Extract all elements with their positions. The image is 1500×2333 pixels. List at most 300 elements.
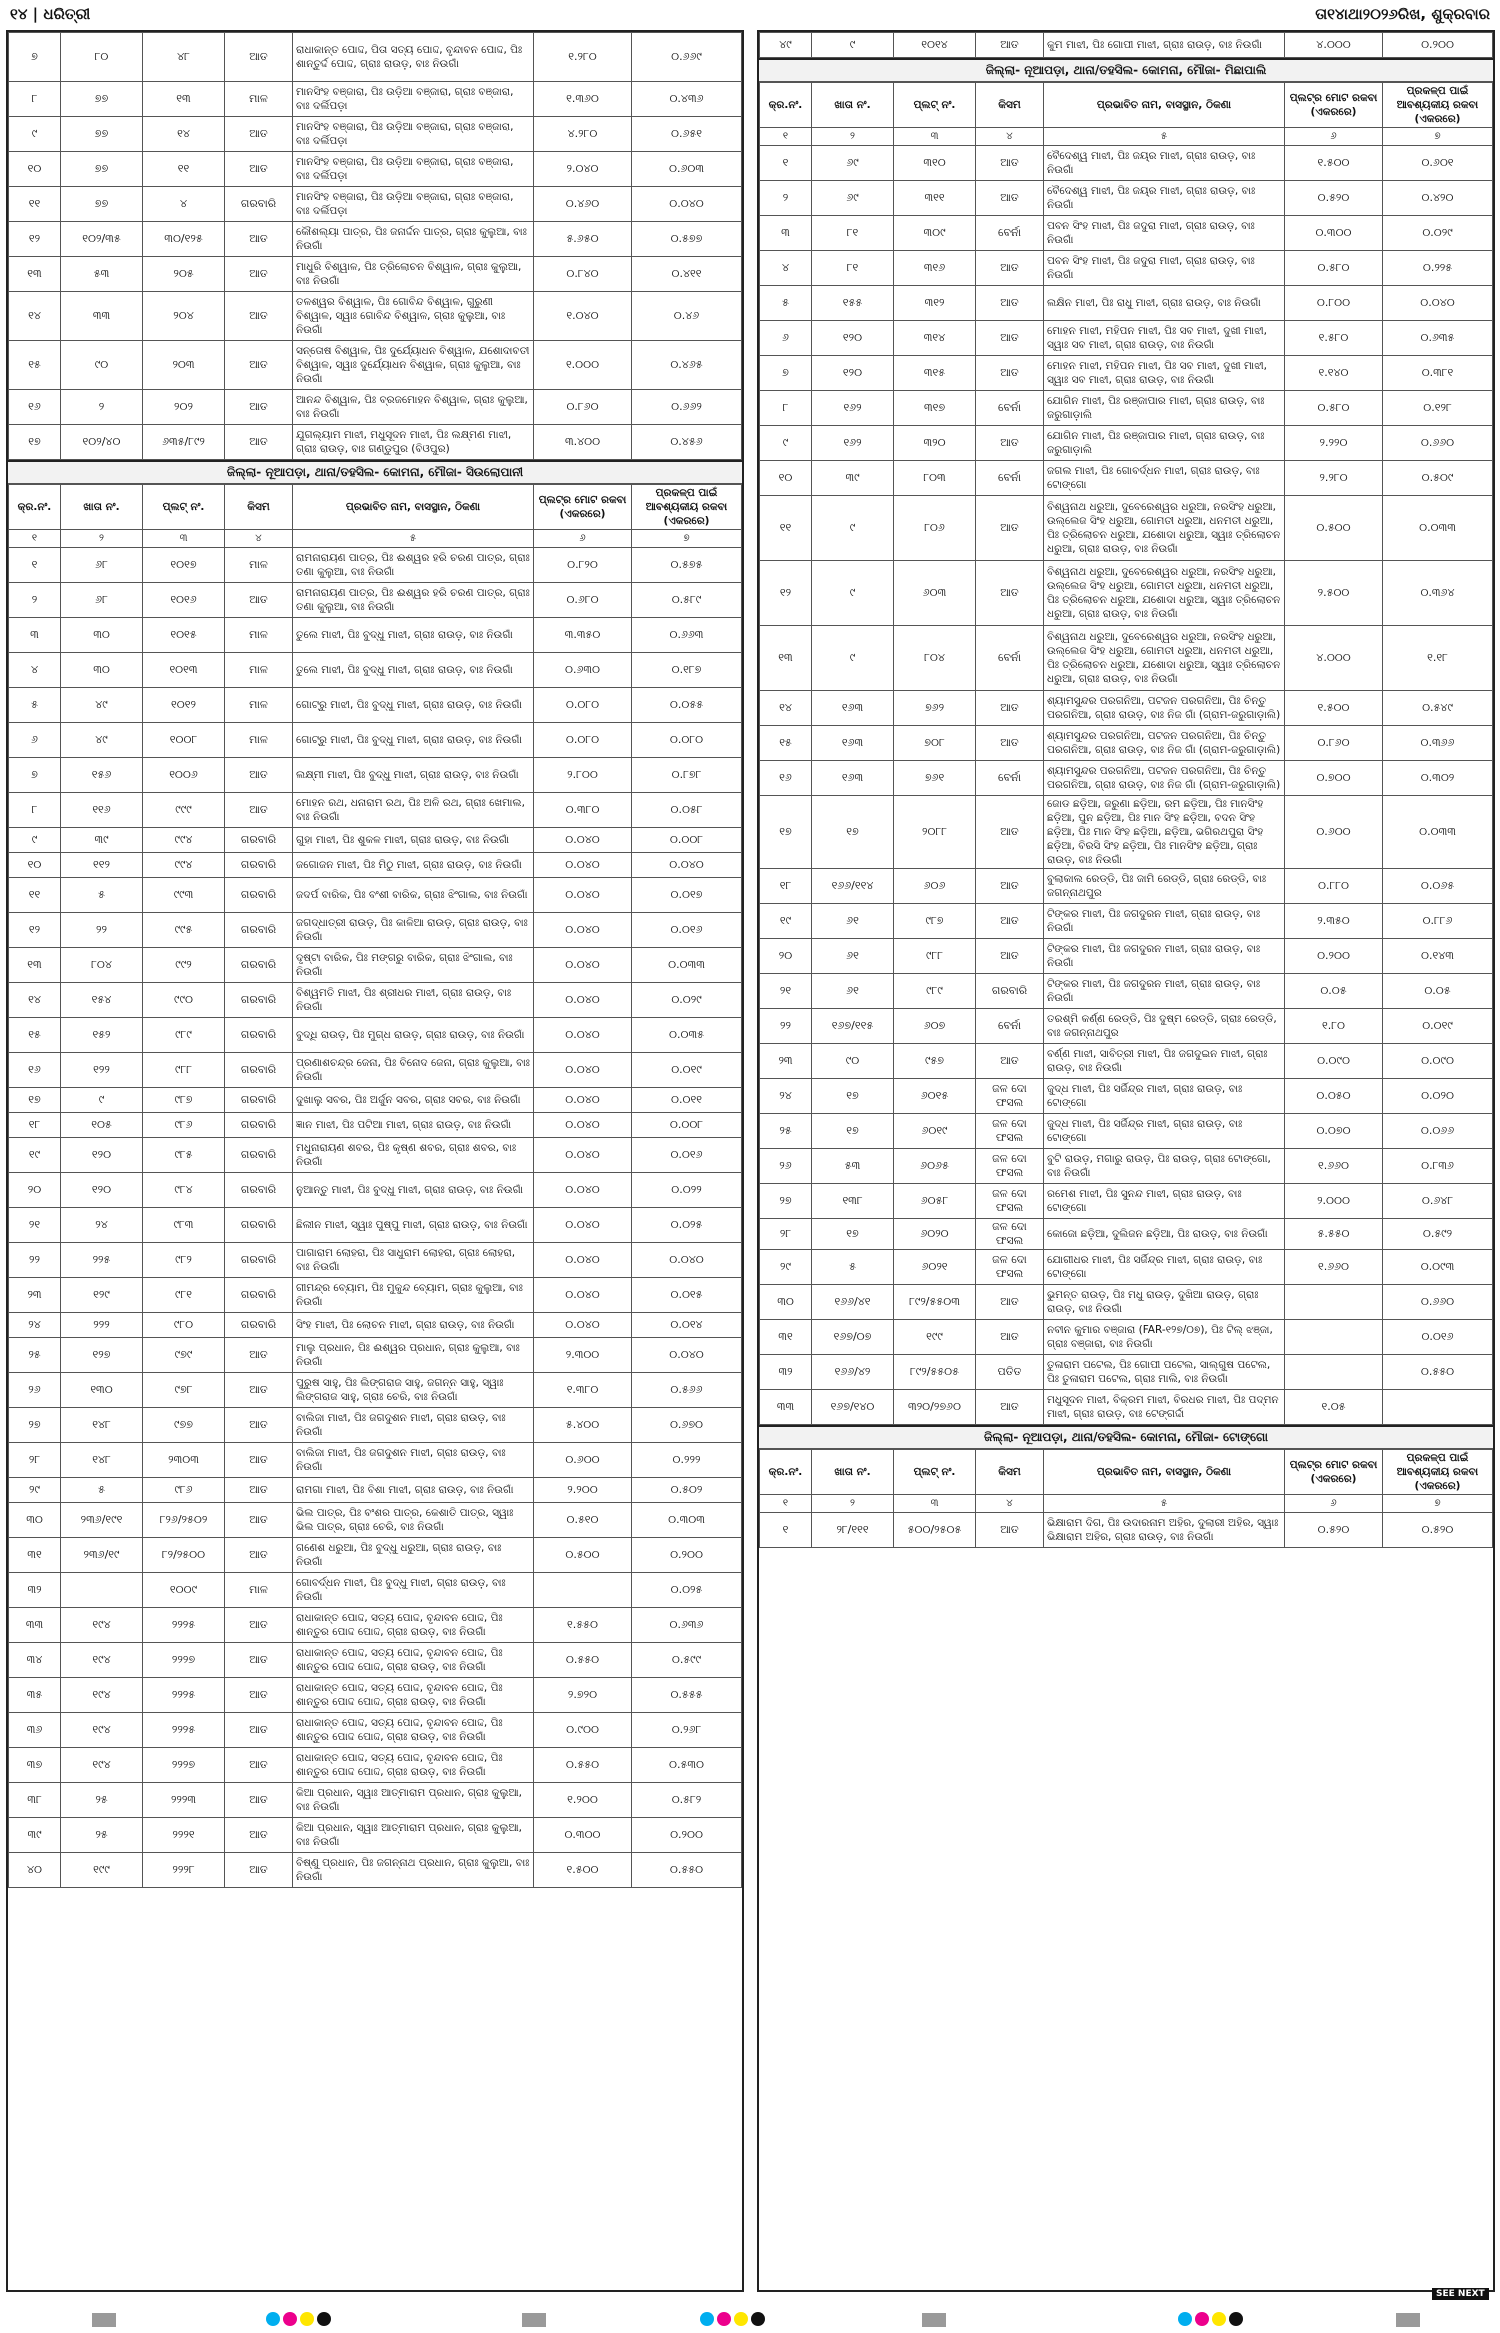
table-row <box>9 1088 742 1113</box>
table-cell: ମାଳ <box>225 82 293 117</box>
table-cell: ୧୭ <box>812 796 894 869</box>
column-header: ପ୍ରକଳ୍ପ ପାଇଁ ଆବଶ୍ୟକୀୟ ରକବା (ଏକରରେ) <box>1383 83 1493 128</box>
table-cell: ଦୁଖାଲୁ ସବର, ପିଃ ଅର୍ଜୁନ ସବର, ଗ୍ରାଃ ସବର, ବାଃ ନିଉଗାଁ <box>293 1088 534 1113</box>
table-cell: ୩୨୦/୨୭୬୦ <box>894 1390 976 1425</box>
column-header: ପ୍ଲଟ୍ ନଂ. <box>894 1450 976 1495</box>
table-cell: ୧୯୪ <box>61 1643 143 1678</box>
column-index: ୭ <box>632 530 742 548</box>
table-cell: ଜଗଦ୍ଧାତ୍ରୀ ରାଉଡ଼, ପିଃ କାଳିଆ ରାଉଡ଼, ଗ୍ରାଃ ରାଉଡ଼, ବାଃ ନିଉଗାଁ <box>293 913 534 948</box>
table-cell: ୬୧ <box>812 974 894 1009</box>
table-cell: ୦.୧୮୭ <box>632 653 742 688</box>
table-cell: ୮ <box>9 82 61 117</box>
table-cell: ଆତ <box>976 939 1044 974</box>
table-cell: ୨୪ <box>61 1208 143 1243</box>
table-cell: ୨୮/୧୧୧ <box>812 1513 894 1548</box>
table-row <box>9 1818 742 1853</box>
table-cell: ୦.୦୦୮ <box>632 1113 742 1138</box>
table-row <box>9 341 742 390</box>
table-cell: ୩୦ <box>61 618 143 653</box>
table-cell: ୯୯୫ <box>143 913 225 948</box>
table-cell: ୧.୬୬୦ <box>1285 1250 1383 1285</box>
table-cell: ବିଶ୍ୱନାଥ ଧରୁଆ, ଦୁବେରେଶ୍ୱର ଧରୁଆ, ନରସିଂହ ଧରୁଆ, ଉଲ୍ଲେଜ ସିଂହ ଧରୁଆ, ଗୋମତୀ ଧରୁଆ, ଧନମତୀ ଧରୁଆ, ପିଃ ତ୍ରିଲୋଚନ ଧରୁଆ, ଯଶୋଦା ଧରୁଆ, ସ୍ୱାଃ ତ୍ରିଲୋଚନ ଧରୁଆ, ଗ୍ରାଃ ରାଉଡ଼, ବାଃ ନିଉଗାଁ <box>1044 626 1285 691</box>
table-cell: ୦.୩୮୦ <box>534 793 632 828</box>
table-cell: ଆତ <box>225 1538 293 1573</box>
table-cell: ୨୦ <box>9 1173 61 1208</box>
table-cell: ୦.୦୫୮ <box>632 793 742 828</box>
table-row <box>760 1219 1493 1250</box>
table-cell: ମାନସିଂହ ବଞ୍ଜାରା, ପିଃ ଉଡ଼ିଆ ବଞ୍ଜାରା, ଗ୍ରାଃ ବଞ୍ଜାରା, ବାଃ ଦର୍ଲିପଡ଼ା <box>293 82 534 117</box>
table-cell: ୬୦୧୯ <box>894 1114 976 1149</box>
table-cell: ୧୦୧୪ <box>894 33 976 58</box>
column-header: ପ୍ରକଳ୍ପ ପାଇଁ ଆବଶ୍ୟକୀୟ ରକବା (ଏକରରେ) <box>1383 1450 1493 1495</box>
table-cell: ଜଗୋଜନ ମାଝୀ, ପିଃ ମିଠୁ ମାଝୀ, ଗ୍ରାଃ ରାଉଡ଼, ବାଃ ନିଉଗାଁ <box>293 853 534 878</box>
table-cell: ୦.୪୬୫ <box>632 341 742 390</box>
table-cell: ୮୦୪ <box>894 626 976 691</box>
table-cell: ୧୩ <box>9 257 61 292</box>
table-cell: ୦.୦୮୦ <box>632 723 742 758</box>
table-cell: ୨୨ <box>61 913 143 948</box>
table-cell: ୨୨୨୫ <box>143 1713 225 1748</box>
table-cell: ୩୨ <box>9 1573 61 1608</box>
table-cell: ୩୧୫ <box>894 356 976 391</box>
table-cell: ୨୦୫ <box>143 257 225 292</box>
table-cell: ଗରବାରି <box>225 828 293 853</box>
table-cell: ୦.୩୬୪ <box>1383 561 1493 626</box>
table-cell: ୦.୦୫୫ <box>632 688 742 723</box>
table-cell: ଆତ <box>225 1443 293 1478</box>
table-cell: ୫.୪୦୦ <box>534 1408 632 1443</box>
table-cell: ମଧୁନାରାୟଣ ଶବର, ପିଃ କୃଷ୍ଣ ଶବର, ଗ୍ରାଃ ଶବର, ବାଃ ନିଉଗାଁ <box>293 1138 534 1173</box>
table-row <box>9 878 742 913</box>
table-row <box>9 1478 742 1503</box>
table-cell: ୦.୦୪୦ <box>632 1338 742 1373</box>
left-main-table <box>8 484 742 1888</box>
table-cell: ୦.୦୬୫ <box>1383 869 1493 904</box>
table-cell: ଜଦର୍ପ ବାରିକ, ପିଃ ବଂଶୀ ବାରିକ, ଗ୍ରାଃ ଝିଂଗାଲ, ବାଃ ନିଉଗାଁ <box>293 878 534 913</box>
table-cell: ଜଳ ଦୋ ଫସଲ <box>976 1219 1044 1250</box>
table-cell: ଆତ <box>225 1338 293 1373</box>
table-cell: ୦.୦୧୯ <box>1383 1009 1493 1044</box>
column-header: କିସମ <box>976 83 1044 128</box>
table-row <box>9 793 742 828</box>
column-header: ପ୍ରକଳ୍ପ ପାଇଁ ଆବଶ୍ୟକୀୟ ରକବା (ଏକରରେ) <box>632 485 742 530</box>
table-row <box>760 869 1493 904</box>
table-cell: ୦.୦୪୦ <box>534 1173 632 1208</box>
table-row <box>760 726 1493 761</box>
table-cell: ୬୮ <box>61 548 143 583</box>
table-cell: ପବନ ସିଂହ ମାଝୀ, ପିଃ ଜଦୁରା ମାଝୀ, ଗ୍ରାଃ ରାଉଡ଼, ବାଃ ନିଉଗାଁ <box>1044 251 1285 286</box>
table-cell: ଆତ <box>976 726 1044 761</box>
table-cell: ୧୨୨ <box>61 1053 143 1088</box>
table-cell: ୧୫୪ <box>61 983 143 1018</box>
table-cell: ରାଧାକାନ୍ତ ପୋଦ୍ଦ, ସତ୍ୟ ପୋଦ୍ଦ, ବୃନ୍ଦାବନ ପୋଦ୍ଦ, ପିଃ ଶାନ୍ତୁର ପୋଦ୍ଦ ପୋଦ୍ଦ, ଗ୍ରାଃ ରାଉଡ଼, ବାଃ ନିଉଗାଁ <box>293 1713 534 1748</box>
table-cell: ଗରବାରି <box>225 187 293 222</box>
table-cell: ୦.୩୮୧ <box>1383 356 1493 391</box>
table-cell: ୦.୫୫୦ <box>632 1853 742 1888</box>
table-cell: ୮୦୪ <box>61 948 143 983</box>
table-cell: ୨୧ <box>9 1208 61 1243</box>
table-cell: ଆତ <box>976 869 1044 904</box>
table-cell: ଗୀମନ୍ଦ୍ର ବ୍ୟୋମ, ପିଃ ମୁକୁନ୍ଦ ବ୍ୟୋମ, ଗ୍ରାଃ କୁଲୁଆ, ବାଃ ନିଉଗାଁ <box>293 1278 534 1313</box>
table-cell: ସିଂହ ମାଝୀ, ପିଃ ଲୋଚନ ମାଝୀ, ଗ୍ରାଃ ରାଉଡ଼, ବାଃ ନିଉଗାଁ <box>293 1313 534 1338</box>
table-cell: ୯୮୭ <box>143 1088 225 1113</box>
table-cell: ମାଧୁରି ବିଶ୍ୱାଳ, ପିଃ ତ୍ରିଲୋଚନ ବିଶ୍ୱାଳ, ଗ୍ରାଃ କୁଲୁଆ, ବାଃ ନିଉଗାଁ <box>293 257 534 292</box>
table-cell: ଆତ <box>976 1513 1044 1548</box>
column-header: କ୍ର.ନଂ. <box>9 485 61 530</box>
table-cell: ମାନସିଂହ ବଞ୍ଜାରା, ପିଃ ଉଡ଼ିଆ ବଞ୍ଜାରା, ଗ୍ରାଃ ବଞ୍ଜାରା, ବାଃ ଦର୍ଲିପଡ଼ା <box>293 152 534 187</box>
table-cell: ଶ୍ୟାମସୁନ୍ଦର ପରଗନିଆ, ପଟଜନ ପରଗନିଆ, ପିଃ ଚିନ୍ତୁ ପରଗନିଆ, ଗ୍ରାଃ ରାଉଡ଼, ବାଃ ନିଜ ଗାଁ (ଗ୍ରାମ-ଜରୁଗାଡ଼ାଲି) <box>1044 726 1285 761</box>
table-cell: ୩୧ <box>9 1538 61 1573</box>
table-cell: ଆତ <box>225 390 293 425</box>
table-cell: ୯୮୮ <box>143 1053 225 1088</box>
table-cell: ୧୬୬/୪୧ <box>812 1285 894 1320</box>
table-cell: ଗରବାରି <box>225 1018 293 1053</box>
column-header: ଖାତା ନଂ. <box>61 485 143 530</box>
table-row <box>9 1208 742 1243</box>
table-cell: ଆତ <box>976 1320 1044 1355</box>
print-registration-marks <box>0 2300 1500 2333</box>
table-cell: ୧୦୦୬ <box>143 758 225 793</box>
table-cell: ୧୩ <box>9 948 61 983</box>
table-cell: କୋଜାେ ଛଡ଼ିଆ, ଦୁଲିଜନ ଛଡ଼ିଆ, ପିଃ ରାଉଡ଼, ବାଃ ନିଉଗାଁ <box>1044 1219 1285 1250</box>
table-cell: ୧୬ <box>9 390 61 425</box>
table-row <box>9 117 742 152</box>
table-cell: ୦.୬୩୬ <box>632 1608 742 1643</box>
table-cell: ଭିଲ ପାତ୍ର, ପିଃ ବଂଶର ପାତ୍ର, କେଶାତି ପାତ୍ର, ସ୍ୱାଃ ଭିଲ ପାତ୍ର, ଗ୍ରାଃ ଚେରି, ବାଃ ନିଉଗାଁ <box>293 1503 534 1538</box>
table-row <box>9 1748 742 1783</box>
table-cell: ୨୫ <box>61 1783 143 1818</box>
table-row <box>760 391 1493 426</box>
table-cell: ୬୧ <box>812 939 894 974</box>
table-cell: ଗୁହା ମାଝୀ, ପିଃ ଶୁକଳ ମାଝୀ, ଗ୍ରାଃ ରାଉଡ଼, ବାଃ ନିଉଗାଁ <box>293 828 534 853</box>
column-header: କ୍ର.ନଂ. <box>760 83 812 128</box>
table-cell: ୧୯ <box>9 1138 61 1173</box>
table-cell: ୦.୫୫୦ <box>1383 1355 1493 1390</box>
table-cell: ୯୫୭ <box>894 1044 976 1079</box>
table-cell: ୦.୬୬୦ <box>1383 426 1493 461</box>
table-cell: ବାଲିଜା ମାଝୀ, ପିଃ ଜଗଦୁଶନ ମାଝୀ, ଗ୍ରାଃ ରାଉଡ଼, ବାଃ ନିଉଗାଁ <box>293 1443 534 1478</box>
table-cell: ୯୯୪ <box>143 853 225 878</box>
table-cell: ୦.୨୦୦ <box>1285 939 1383 974</box>
table-cell: ୦.୦୪୦ <box>534 1088 632 1113</box>
table-row <box>9 618 742 653</box>
table-row <box>760 1009 1493 1044</box>
table-cell: ୭୦୮ <box>894 726 976 761</box>
table-cell: ଆତ <box>976 496 1044 561</box>
table-cell: ମାଳ <box>225 548 293 583</box>
table-cell: ଆତ <box>976 904 1044 939</box>
table-cell: ୧୬ <box>9 1053 61 1088</box>
table-cell: ୨୨୨ <box>61 1313 143 1338</box>
table-cell: ୦.୭୦୦ <box>1285 761 1383 796</box>
table-cell: ୦.୫୦୦ <box>1285 496 1383 561</box>
table-cell: ୦.୦୧୫ <box>632 1278 742 1313</box>
table-cell: ୪ <box>9 653 61 688</box>
table-row <box>760 626 1493 691</box>
table-row <box>760 1250 1493 1285</box>
table-row <box>760 1390 1493 1425</box>
table-cell: ୪୯ <box>760 33 812 58</box>
table-cell: ୦.୨୨୨ <box>632 1443 742 1478</box>
column-index: ୧ <box>760 1495 812 1513</box>
table-cell: କିଆ ପ୍ରଧାନ, ସ୍ୱାଃ ଆତ୍ମାରାମ ପ୍ରଧାନ, ଗ୍ରାଃ କୁଲୁଆ, ବାଃ ନିଉଗାଁ <box>293 1783 534 1818</box>
table-cell: ୨୧ <box>760 974 812 1009</box>
table-cell: ୦.୯୦୦ <box>534 1713 632 1748</box>
column-header: କିସମ <box>976 1450 1044 1495</box>
table-row <box>9 1338 742 1373</box>
table-row <box>9 828 742 853</box>
table-cell: ୭୭ <box>61 187 143 222</box>
table-cell: ୬୦୩ <box>894 561 976 626</box>
table-cell: ୨୦୪ <box>143 292 225 341</box>
table-cell: ଆତ <box>225 583 293 618</box>
page-date: ତା୧୪ାଥା୨୦୨୬ରିଖ, ଶୁକ୍ରବାର <box>1315 5 1490 23</box>
table-cell: ଗୋଟ୍ରୁ ମାଝୀ, ପିଃ ବୁଦ୍ଧୁ ମାଝୀ, ଗ୍ରାଃ ରାଉଡ଼, ବାଃ ନିଉଗାଁ <box>293 688 534 723</box>
table-row <box>9 1278 742 1313</box>
table-cell: ଗରବାରି <box>225 878 293 913</box>
table-cell: ୯ <box>812 626 894 691</box>
table-cell: ଆତ <box>976 321 1044 356</box>
table-cell: ୦.୫୬୬ <box>632 1373 742 1408</box>
column-index: ୫ <box>293 530 534 548</box>
table-cell: ବୈଦେଶ୍ୱ ମାଝୀ, ପିଃ ଜୟ୍ର ମାଝୀ, ଗ୍ରାଃ ରାଉଡ଼, ବାଃ ନିଉଗାଁ <box>1044 181 1285 216</box>
table-cell: ଗରବାରି <box>225 1088 293 1113</box>
table-row <box>9 948 742 983</box>
table-cell: ୩୩ <box>9 1608 61 1643</box>
table-cell: ୦.୦୨୯ <box>632 983 742 1018</box>
table-cell: ୧୪୮ <box>61 1443 143 1478</box>
column-header: ଖାତା ନଂ. <box>812 1450 894 1495</box>
table-cell: ୨୦୨ <box>143 390 225 425</box>
table-cell: ୨୪ <box>9 1313 61 1338</box>
table-cell: ୪ <box>760 251 812 286</box>
table-cell: ଆତ <box>225 1678 293 1713</box>
table-cell: ମାଳ <box>225 1573 293 1608</box>
table-cell: ୯ <box>760 426 812 461</box>
table-cell: ୦.୬୬୦ <box>1383 1285 1493 1320</box>
table-cell: ଆତ <box>225 341 293 390</box>
table-cell: ୧.୦୫ <box>1285 1390 1383 1425</box>
table-cell: ୧୪ <box>143 117 225 152</box>
table-cell: ୯୦ <box>61 341 143 390</box>
table-cell: ମାଳ <box>225 723 293 758</box>
table-row <box>760 904 1493 939</box>
table-cell: ୬୦୫୮ <box>894 1184 976 1219</box>
table-cell: ୦.୫୩୦ <box>632 1748 742 1783</box>
table-cell: ୧୫ <box>9 1018 61 1053</box>
table-header-row <box>760 83 1493 128</box>
table-cell: ୨.୩୫୦ <box>1285 904 1383 939</box>
table-cell: ନବୀନ କୁମାର ବଞ୍ଜାରା (FAR-୧୨୭/୦୭), ପିଃ ଟିଲ୍ ଝଞ୍ଜା, ଗ୍ରାଃ ବଞ୍ଜାରା, ବାଃ ନିଉଗାଁ <box>1044 1320 1285 1355</box>
table-cell: ରାଧାକାନ୍ତ ପୋଦ୍ଦ, ପିତା ସତ୍ୟ ପୋଦ୍ଦ, ବୃନ୍ଦାବନ ପୋଦ୍ଦ, ପିଃ ଶାନ୍ତୁର୍ଦ୍ଦ ପୋଦ୍ଦ, ଗ୍ରାଃ ରାଉଡ଼, ବାଃ ନିଉଗାଁ <box>293 33 534 82</box>
table-cell: ୦.୫୦୦ <box>534 1538 632 1573</box>
table-cell: ଗୋବର୍ଦ୍ଧନ ମାଝୀ, ପିଃ ବୁଦ୍ଧୁ ମାଝୀ, ଗ୍ରାଃ ରାଉଡ଼, ବାଃ ନିଉଗାଁ <box>293 1573 534 1608</box>
table-cell: ୦.୪୩୬ <box>632 82 742 117</box>
table-cell: ୯୮୬ <box>143 1478 225 1503</box>
table-cell: ୦.୬୦୦ <box>1285 796 1383 869</box>
table-cell: ୯୮୭ <box>894 904 976 939</box>
table-cell: ୦.୮୦୦ <box>1285 286 1383 321</box>
table-cell: ଯୁଗଲ୍ୟାମ ମାଝୀ, ମଧୁସୂଦନ ମାଝୀ, ପିଃ ଲକ୍ଷ୍ମଣ ମାଝୀ, ଗ୍ରାଃ ରାଉଡ଼, ବାଃ ଗଣ୍ଡୁପୁର (ବିଓପୁର) <box>293 425 534 460</box>
table-cell: ୩୪ <box>9 1643 61 1678</box>
table-cell: ବର୍ଣ୍ଣ ମାଝୀ, ସାବିତ୍ରୀ ମାଝୀ, ପିଃ ଜଗଦୁଇନ ମାଝୀ, ଗ୍ରାଃ ରାଉଡ଼, ବାଃ ନିଉଗାଁ <box>1044 1044 1285 1079</box>
table-cell: ୫ <box>61 878 143 913</box>
table-cell: ୪.୦୦୦ <box>1285 33 1383 58</box>
table-cell: ୦.୦୪୦ <box>534 913 632 948</box>
table-cell: ଆତ <box>225 1643 293 1678</box>
table-cell: ୨୨୨୭ <box>143 1748 225 1783</box>
table-cell: ଶ୍ୟାମସୁନ୍ଦର ପରଗନିଆ, ପଟଜନ ପରଗନିଆ, ପିଃ ଚିନ୍ତୁ ପରଗନିଆ, ଗ୍ରାଃ ରାଉଡ଼, ବାଃ ନିଜ ଗାଁ (ଗ୍ରାମ-ଜରୁଗାଡ଼ାଲି) <box>1044 761 1285 796</box>
table-cell: ୦.୬୫୧ <box>632 117 742 152</box>
table-row <box>760 321 1493 356</box>
table-cell: ୦.୦୧୬ <box>632 913 742 948</box>
table-cell: ୩.୪୦୦ <box>534 425 632 460</box>
table-cell: ଆତ <box>976 426 1044 461</box>
table-row <box>9 1853 742 1888</box>
table-row <box>9 723 742 758</box>
table-cell: ୦.୮୨୦ <box>534 548 632 583</box>
column-index: ୫ <box>1044 1495 1285 1513</box>
table-cell: ଆତ <box>976 1044 1044 1079</box>
table-cell: ୦.୦୨୦ <box>1383 1079 1493 1114</box>
table-cell: ୦.୫୧୦ <box>534 1503 632 1538</box>
table-cell: ୯୮୮ <box>894 939 976 974</box>
table-row <box>9 1608 742 1643</box>
table-cell: ୧୧ <box>143 152 225 187</box>
table-cell: ଆତ <box>225 1608 293 1643</box>
table-cell: ୧.୮୦ <box>1285 1009 1383 1044</box>
column-header: ପ୍ଲଟ୍‌ର ମୋଟ ରକବା (ଏକରରେ) <box>534 485 632 530</box>
table-cell: ୧୮ <box>9 1113 61 1138</box>
table-row <box>9 1538 742 1573</box>
table-cell: ୧୦୧୨ <box>143 688 225 723</box>
table-cell: ମାଲୁ ପ୍ରଧାନ, ପିଃ ଈଶ୍ୱର ପ୍ରଧାନ, ଗ୍ରାଃ କୁଲୁଆ, ବାଃ ନିଉଗାଁ <box>293 1338 534 1373</box>
table-cell: ୧୬ <box>760 761 812 796</box>
table-cell: ବୁଦ୍ଧି ରାଉଡ଼, ପିଃ ମୁଗ୍ଧ ରାଉଡ଼, ଗ୍ରାଃ ରାଉଡ଼, ବାଃ ନିଉଗାଁ <box>293 1018 534 1053</box>
column-header: ପ୍ଲଟ୍‌ର ମୋଟ ରକବା (ଏକରରେ) <box>1285 83 1383 128</box>
table-cell: ୦.୬୬୨ <box>632 390 742 425</box>
table-cell: ୨୨୨୧ <box>143 1818 225 1853</box>
gray-bar-mark <box>1396 2313 1420 2327</box>
table-cell: ୦.୪୬୦ <box>534 187 632 222</box>
table-cell: ୮୯୨/୫୫୦୫ <box>894 1355 976 1390</box>
table-cell: ଆତ <box>976 1390 1044 1425</box>
table-cell: ଆତ <box>225 758 293 793</box>
left-column <box>6 30 744 2292</box>
table-row <box>760 1114 1493 1149</box>
table-cell: ଗରବାରି <box>225 1278 293 1313</box>
table-cell: ୧୨୯ <box>61 1278 143 1313</box>
table-cell: ୯୮୬ <box>143 1113 225 1138</box>
table-cell: ୦.୪୨୦ <box>1383 181 1493 216</box>
table-cell: ୦.୪୬ <box>632 292 742 341</box>
table-cell: ତୁଳାରାମ ପଟେଲ, ପିଃ ଗୋପୀ ପଟେଲ, ସାଲ୍ଗୁଷ ପଟେଲ, ପିଃ ତୁଳାରାମ ପଟେଲ, ଗ୍ରାଃ ମାଲି, ବାଃ ନିଉଗାଁ <box>1044 1355 1285 1390</box>
table-cell: ୩୫ <box>9 1678 61 1713</box>
table-cell: ୦.୦୨୫ <box>632 1208 742 1243</box>
table-cell: ୧୫ <box>9 341 61 390</box>
column-header: ପ୍ରଭାବିତ ନାମ, ବାସସ୍ଥାନ, ଠିକଣା <box>293 485 534 530</box>
table-cell: ଜଳ ଦୋ ଫସଲ <box>976 1114 1044 1149</box>
table-cell <box>1285 1320 1383 1355</box>
table-cell: ମାନସିଂହ ବଞ୍ଜାରା, ପିଃ ଉଡ଼ିଆ ବଞ୍ଜାରା, ଗ୍ରାଃ ବଞ୍ଜାରା, ବାଃ ଦର୍ଲିପଡ଼ା <box>293 187 534 222</box>
table-cell: ୦.୩୬୬ <box>1383 726 1493 761</box>
table-cell <box>1383 1390 1493 1425</box>
table-cell: ଗରବାରି <box>225 1138 293 1173</box>
table-cell: ୧୨୦ <box>61 1173 143 1208</box>
table-row <box>9 1713 742 1748</box>
table-cell: ୭ <box>9 758 61 793</box>
table-header-row <box>760 1450 1493 1495</box>
table-cell: ୦.୧୪୩ <box>1383 939 1493 974</box>
table-cell: ୭ <box>760 356 812 391</box>
table-cell: ରମେଶ ମାଝୀ, ପିଃ ସୁନନ୍ଦ ମାଝୀ, ଗ୍ରାଃ ରାଉଡ଼, ବାଃ ଟୋଙ୍ଗୋ <box>1044 1184 1285 1219</box>
table-cell: ଆନନ୍ଦ ବିଶ୍ୱାଳ, ପିଃ ବ୍ରଜମୋହନ ବିଶ୍ୱାଳ, ଗ୍ରାଃ କୁଲୁଆ, ବାଃ ନିଉଗାଁ <box>293 390 534 425</box>
table-cell: ୦.୩୦୦ <box>1285 216 1383 251</box>
table-row <box>760 1513 1493 1548</box>
table-cell: ୨୯ <box>9 1478 61 1503</box>
table-cell: ୦.୫୫୦ <box>534 1643 632 1678</box>
table-cell: ୧.୫୦୦ <box>1285 146 1383 181</box>
section-heading-siulopani: ଜିଲ୍ଲା- ନୂଆପଡ଼ା, ଥାନା/ତହସିଲ- କୋମନା, ମୌଜା- ସିଉଲୋପାନୀ <box>8 460 742 484</box>
table-cell: ୦.୦୧୬ <box>632 1138 742 1173</box>
table-cell: ୨୦୩ <box>143 341 225 390</box>
table-row <box>760 1320 1493 1355</box>
table-cell: ୪୯ <box>61 688 143 723</box>
table-cell: ୦.୦୪୦ <box>534 1018 632 1053</box>
table-cell: ୯୮୪ <box>143 1173 225 1208</box>
column-index-row <box>760 1495 1493 1513</box>
table-cell: ୨୨ <box>9 1243 61 1278</box>
table-cell: ଟିଙ୍କର ମାଝୀ, ପିଃ ଜଗଦୁରନ ମାଝୀ, ଗ୍ରାଃ ରାଉଡ଼, ବାଃ ନିଉଗାଁ <box>1044 974 1285 1009</box>
table-cell: ଭିକ୍ଷାରାମ ଦିଗ, ପିଃ ଉଦାରନାମ ଅହିର, ଦୁଲାରୀ ଅହିର, ସ୍ୱାଃ ଭିକ୍ଷାରାମ ଅହିର, ଗ୍ରାଃ ରାଉଡ଼, ବାଃ ନିଉଗାଁ <box>1044 1513 1285 1548</box>
table-cell: ୯୭୭ <box>143 1408 225 1443</box>
table-cell: ୧୬୬/୪୨ <box>812 1355 894 1390</box>
table-cell: ଆତ <box>976 146 1044 181</box>
table-cell: ୦.୫୮୯ <box>632 583 742 618</box>
table-cell: ୦.୦୫୦ <box>1285 1079 1383 1114</box>
table-cell: ୩୩ <box>61 292 143 341</box>
table-cell: ୦.୦୪୦ <box>632 1243 742 1278</box>
column-index: ୪ <box>225 530 293 548</box>
table-cell: ୧୧ <box>760 496 812 561</box>
table-cell: ଆତ <box>976 251 1044 286</box>
table-cell: ୦.୫୫୫ <box>632 1678 742 1713</box>
table-cell: ପୁରୁଷ ସାହୁ, ପିଃ ଲିଙ୍ଗରାଜ ସାହୁ, ଜଗନ୍ନ ସାହୁ, ସ୍ୱାଃ ଲିଙ୍ଗରାଜ ସାହୁ, ଗ୍ରାଃ ଚେରି, ବାଃ ନିଉଗାଁ <box>293 1373 534 1408</box>
table-row <box>9 548 742 583</box>
table-cell: ୧.୫୮୦ <box>1285 321 1383 356</box>
table-cell: ୨୫ <box>9 1338 61 1373</box>
table-cell: ୧୬୨ <box>812 391 894 426</box>
table-cell: ୧୬୬/୧୧୪ <box>812 869 894 904</box>
table-cell: ଲକ୍ଷିନ ମାଝୀ, ପିଃ ରାଧୁ ମାଝୀ, ଗ୍ରାଃ ରାଉଡ଼, ବାଃ ନିଉଗାଁ <box>1044 286 1285 321</box>
table-cell: ଜୋଡ ଛଡ଼ିଆ, ଜରୁଣା ଛଡ଼ିଆ, ରମ ଛଡ଼ିଆ, ପିଃ ମାନସିଂହ ଛଡ଼ିଆ, ପୁନ ଛଡ଼ିଆ, ପିଃ ମାନ ସିଂହ ଛଡ଼ିଆ, ବଦନ ସିଂହ ଛଡ଼ିଆ, ପିଃ ମାନ ସିଂହ ଛଡ଼ିଆ, ଛଡ଼ିଆ, ଭଗିରଥପୁରା ସିଂହ ଛଡ଼ିଆ, ବିରସି ସିଂହ ଛଡ଼ିଆ, ପିଃ ମାନସିଂହ ଛଡ଼ିଆ, ଗ୍ରାଃ ରାଉଡ଼, ବାଃ ନିଉଗାଁ <box>1044 796 1285 869</box>
table-cell: ୦.୬୮୦ <box>534 583 632 618</box>
table-cell: ରାଧାକାନ୍ତ ପୋଦ୍ଦ, ସତ୍ୟ ପୋଦ୍ଦ, ବୃନ୍ଦାବନ ପୋଦ୍ଦ, ପିଃ ଶାନ୍ତୁର ପୋଦ୍ଦ ପୋଦ୍ଦ, ଗ୍ରାଃ ରାଉଡ଼, ବାଃ ନିଉଗାଁ <box>293 1678 534 1713</box>
table-cell: ବେର୍ନା <box>976 216 1044 251</box>
table-row <box>9 983 742 1018</box>
table-cell: ଛିଲୀନ ମାଝୀ, ସ୍ୱାଃ ପୁଷ୍ପୁ ମାଝୀ, ଗ୍ରାଃ ରାଉଡ଼, ବାଃ ନିଉଗାଁ <box>293 1208 534 1243</box>
table-cell: ୦.୬୦୩ <box>632 152 742 187</box>
table-cell: ଭୁମନ୍ତ ରାଉଡ଼, ପିଃ ମଧୁ ରାଉଡ଼, ଦୁଖିଆ ରାଉଡ଼, ଗ୍ରାଃ ରାଉଡ଼, ବାଃ ନିଉଗାଁ <box>1044 1285 1285 1320</box>
table-cell: ୧୯୪ <box>61 1608 143 1643</box>
table-cell: ୬୦୨୧ <box>894 1250 976 1285</box>
table-cell: ୫୩ <box>812 1149 894 1184</box>
table-cell: ୦.୬୦୦ <box>534 1443 632 1478</box>
table-cell: ୦.୦୧୪ <box>632 1313 742 1338</box>
table-cell: ବୁଲାକାଲ ରେଡ୍ଡି, ପିଃ ଜାମି ରେଡ୍ଡି, ଗ୍ରାଃ ରେଡ୍ଡି, ବାଃ ଜଗନ୍ନାଥପୁର <box>1044 869 1285 904</box>
table-cell: ୩୧୬ <box>894 251 976 286</box>
table-cell: ୬୦୬୫ <box>894 1149 976 1184</box>
